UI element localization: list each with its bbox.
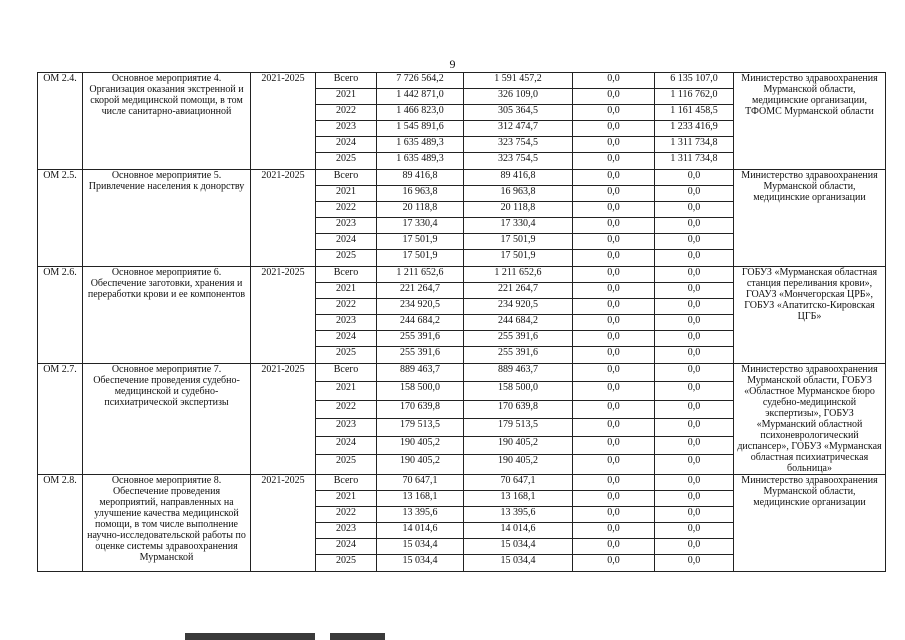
year-cell: Всего bbox=[316, 170, 377, 186]
total-cell: 89 416,8 bbox=[377, 170, 464, 186]
total-cell: 15 034,4 bbox=[377, 555, 464, 572]
federal-cell: 0,0 bbox=[573, 202, 655, 218]
other-sources-cell: 0,0 bbox=[655, 347, 734, 364]
year-cell: 2025 bbox=[316, 347, 377, 364]
federal-cell: 0,0 bbox=[573, 299, 655, 315]
year-cell: 2023 bbox=[316, 218, 377, 234]
other-sources-cell: 0,0 bbox=[655, 364, 734, 382]
other-sources-cell: 0,0 bbox=[655, 418, 734, 436]
year-cell: 2021 bbox=[316, 89, 377, 105]
other-sources-cell: 0,0 bbox=[655, 331, 734, 347]
measure-code: ОМ 2.8. bbox=[38, 475, 83, 572]
total-cell: 20 118,8 bbox=[377, 202, 464, 218]
federal-cell: 0,0 bbox=[573, 283, 655, 299]
budget-cell: 14 014,6 bbox=[464, 523, 573, 539]
measure-code: ОМ 2.5. bbox=[38, 170, 83, 267]
other-sources-cell: 0,0 bbox=[655, 267, 734, 283]
total-cell: 889 463,7 bbox=[377, 364, 464, 382]
budget-cell: 1 591 457,2 bbox=[464, 73, 573, 89]
table-row bbox=[38, 170, 886, 186]
federal-cell: 0,0 bbox=[573, 507, 655, 523]
year-cell: Всего bbox=[316, 475, 377, 491]
responsible-executor: ГОБУЗ «Мурманская областная станция переливания крови», ГОАУЗ «Мончегорская ЦРБ», ГОБУЗ «Апатитско-Кировская ЦГБ» bbox=[734, 267, 886, 364]
other-sources-cell: 0,0 bbox=[655, 299, 734, 315]
budget-cell: 89 416,8 bbox=[464, 170, 573, 186]
federal-cell: 0,0 bbox=[573, 170, 655, 186]
total-cell: 255 391,6 bbox=[377, 347, 464, 364]
federal-cell: 0,0 bbox=[573, 400, 655, 418]
budget-cell: 312 474,7 bbox=[464, 121, 573, 137]
other-sources-cell: 0,0 bbox=[655, 539, 734, 555]
federal-cell: 0,0 bbox=[573, 382, 655, 400]
federal-cell: 0,0 bbox=[573, 234, 655, 250]
responsible-executor: Министерство здравоохранения Мурманской области, медицинские организации bbox=[734, 170, 886, 267]
budget-cell: 158 500,0 bbox=[464, 382, 573, 400]
federal-cell: 0,0 bbox=[573, 250, 655, 267]
other-sources-cell: 1 311 734,8 bbox=[655, 153, 734, 170]
other-sources-cell: 0,0 bbox=[655, 382, 734, 400]
federal-cell: 0,0 bbox=[573, 315, 655, 331]
measure-period: 2021-2025 bbox=[251, 364, 316, 475]
year-cell: 2023 bbox=[316, 121, 377, 137]
year-cell: 2021 bbox=[316, 283, 377, 299]
other-sources-cell: 0,0 bbox=[655, 315, 734, 331]
other-sources-cell: 0,0 bbox=[655, 507, 734, 523]
measure-period: 2021-2025 bbox=[251, 475, 316, 572]
budget-cell: 326 109,0 bbox=[464, 89, 573, 105]
responsible-executor: Министерство здравоохранения Мурманской области, медицинские организации, ТФОМС Мурманской области bbox=[734, 73, 886, 170]
budget-cell: 13 168,1 bbox=[464, 491, 573, 507]
total-cell: 14 014,6 bbox=[377, 523, 464, 539]
other-sources-cell: 1 116 762,0 bbox=[655, 89, 734, 105]
table-row bbox=[38, 73, 886, 89]
year-cell: 2024 bbox=[316, 331, 377, 347]
other-sources-cell: 0,0 bbox=[655, 455, 734, 475]
budget-cell: 170 639,8 bbox=[464, 400, 573, 418]
federal-cell: 0,0 bbox=[573, 523, 655, 539]
federal-cell: 0,0 bbox=[573, 491, 655, 507]
year-cell: 2023 bbox=[316, 418, 377, 436]
budget-cell: 221 264,7 bbox=[464, 283, 573, 299]
budget-cell: 1 211 652,6 bbox=[464, 267, 573, 283]
year-cell: 2022 bbox=[316, 507, 377, 523]
federal-cell: 0,0 bbox=[573, 267, 655, 283]
year-cell: 2025 bbox=[316, 250, 377, 267]
federal-cell: 0,0 bbox=[573, 555, 655, 572]
total-cell: 170 639,8 bbox=[377, 400, 464, 418]
total-cell: 1 635 489,3 bbox=[377, 137, 464, 153]
year-cell: 2022 bbox=[316, 299, 377, 315]
year-cell: 2023 bbox=[316, 315, 377, 331]
budget-cell: 255 391,6 bbox=[464, 331, 573, 347]
table-row bbox=[38, 475, 886, 491]
year-cell: 2025 bbox=[316, 455, 377, 475]
year-cell: Всего bbox=[316, 267, 377, 283]
responsible-executor: Министерство здравоохранения Мурманской области, медицинские организации bbox=[734, 475, 886, 572]
other-sources-cell: 0,0 bbox=[655, 475, 734, 491]
other-sources-cell: 0,0 bbox=[655, 218, 734, 234]
budget-cell: 190 405,2 bbox=[464, 455, 573, 475]
other-sources-cell: 0,0 bbox=[655, 202, 734, 218]
year-cell: 2024 bbox=[316, 539, 377, 555]
page-number: 9 bbox=[449, 57, 456, 71]
other-sources-cell: 1 233 416,9 bbox=[655, 121, 734, 137]
budget-cell: 70 647,1 bbox=[464, 475, 573, 491]
budget-cell: 15 034,4 bbox=[464, 539, 573, 555]
measure-title: Основное мероприятие 4. Организация оказания экстренной и скорой медицинской помощи, в том числе санитарно-авиационной bbox=[83, 73, 251, 170]
year-cell: Всего bbox=[316, 364, 377, 382]
budget-cell: 15 034,4 bbox=[464, 555, 573, 572]
measure-period: 2021-2025 bbox=[251, 170, 316, 267]
budget-cell: 305 364,5 bbox=[464, 105, 573, 121]
total-cell: 1 211 652,6 bbox=[377, 267, 464, 283]
budget-cell: 16 963,8 bbox=[464, 186, 573, 202]
other-sources-cell: 0,0 bbox=[655, 523, 734, 539]
other-sources-cell: 0,0 bbox=[655, 400, 734, 418]
total-cell: 179 513,5 bbox=[377, 418, 464, 436]
measure-code: ОМ 2.6. bbox=[38, 267, 83, 364]
budget-cell: 17 330,4 bbox=[464, 218, 573, 234]
total-cell: 16 963,8 bbox=[377, 186, 464, 202]
budget-cell: 13 395,6 bbox=[464, 507, 573, 523]
total-cell: 158 500,0 bbox=[377, 382, 464, 400]
federal-cell: 0,0 bbox=[573, 455, 655, 475]
federal-cell: 0,0 bbox=[573, 475, 655, 491]
year-cell: 2022 bbox=[316, 202, 377, 218]
budget-cell: 255 391,6 bbox=[464, 347, 573, 364]
budget-cell: 323 754,5 bbox=[464, 137, 573, 153]
measure-title: Основное мероприятие 7. Обеспечение проведения судебно-медицинской и судебно-психиатрической экспертизы bbox=[83, 364, 251, 475]
other-sources-cell: 0,0 bbox=[655, 437, 734, 455]
budget-cell: 234 920,5 bbox=[464, 299, 573, 315]
total-cell: 13 395,6 bbox=[377, 507, 464, 523]
year-cell: 2021 bbox=[316, 186, 377, 202]
federal-cell: 0,0 bbox=[573, 347, 655, 364]
total-cell: 244 684,2 bbox=[377, 315, 464, 331]
table-row bbox=[38, 364, 886, 382]
other-sources-cell: 0,0 bbox=[655, 250, 734, 267]
other-sources-cell: 1 161 458,5 bbox=[655, 105, 734, 121]
year-cell: 2024 bbox=[316, 437, 377, 455]
year-cell: 2025 bbox=[316, 153, 377, 170]
year-cell: 2024 bbox=[316, 234, 377, 250]
budget-cell: 17 501,9 bbox=[464, 250, 573, 267]
measure-title: Основное мероприятие 8. Обеспечение проведения мероприятий, направленных на улучшение качества медицинской помощи, в том числе выполнение научно-исследовательской работы по оценке системы здравоохранения Мурманской bbox=[83, 475, 251, 572]
budget-cell: 17 501,9 bbox=[464, 234, 573, 250]
year-cell: 2023 bbox=[316, 523, 377, 539]
federal-cell: 0,0 bbox=[573, 437, 655, 455]
other-sources-cell: 0,0 bbox=[655, 555, 734, 572]
federal-cell: 0,0 bbox=[573, 418, 655, 436]
federal-cell: 0,0 bbox=[573, 89, 655, 105]
year-cell: 2021 bbox=[316, 382, 377, 400]
year-cell: 2024 bbox=[316, 137, 377, 153]
total-cell: 255 391,6 bbox=[377, 331, 464, 347]
federal-cell: 0,0 bbox=[573, 331, 655, 347]
other-sources-cell: 1 311 734,8 bbox=[655, 137, 734, 153]
total-cell: 15 034,4 bbox=[377, 539, 464, 555]
measure-code: ОМ 2.7. bbox=[38, 364, 83, 475]
budget-cell: 20 118,8 bbox=[464, 202, 573, 218]
year-cell: 2022 bbox=[316, 400, 377, 418]
measure-code: ОМ 2.4. bbox=[38, 73, 83, 170]
total-cell: 190 405,2 bbox=[377, 455, 464, 475]
total-cell: 70 647,1 bbox=[377, 475, 464, 491]
measure-title: Основное мероприятие 6. Обеспечение заготовки, хранения и переработки крови и ее компонентов bbox=[83, 267, 251, 364]
table-row bbox=[38, 267, 886, 283]
year-cell: 2025 bbox=[316, 555, 377, 572]
federal-cell: 0,0 bbox=[573, 105, 655, 121]
total-cell: 13 168,1 bbox=[377, 491, 464, 507]
federal-cell: 0,0 bbox=[573, 73, 655, 89]
total-cell: 1 442 871,0 bbox=[377, 89, 464, 105]
other-sources-cell: 0,0 bbox=[655, 170, 734, 186]
measure-period: 2021-2025 bbox=[251, 267, 316, 364]
measure-title: Основное мероприятие 5. Привлечение населения к донорству bbox=[83, 170, 251, 267]
other-sources-cell: 0,0 bbox=[655, 283, 734, 299]
year-cell: Всего bbox=[316, 73, 377, 89]
total-cell: 1 545 891,6 bbox=[377, 121, 464, 137]
total-cell: 1 635 489,3 bbox=[377, 153, 464, 170]
total-cell: 221 264,7 bbox=[377, 283, 464, 299]
total-cell: 234 920,5 bbox=[377, 299, 464, 315]
budget-cell: 190 405,2 bbox=[464, 437, 573, 455]
responsible-executor: Министерство здравоохранения Мурманской области, ГОБУЗ «Областное Мурманское бюро судебно-медицинской экспертизы», ГОБУЗ «Мурманский областной психоневрологический диспансер», ГОБУЗ «Мурманская областная психиатрическая больница» bbox=[734, 364, 886, 475]
total-cell: 1 466 823,0 bbox=[377, 105, 464, 121]
total-cell: 190 405,2 bbox=[377, 437, 464, 455]
federal-cell: 0,0 bbox=[573, 539, 655, 555]
year-cell: 2021 bbox=[316, 491, 377, 507]
total-cell: 17 330,4 bbox=[377, 218, 464, 234]
federal-cell: 0,0 bbox=[573, 218, 655, 234]
federal-cell: 0,0 bbox=[573, 153, 655, 170]
budget-cell: 323 754,5 bbox=[464, 153, 573, 170]
budget-cell: 889 463,7 bbox=[464, 364, 573, 382]
federal-cell: 0,0 bbox=[573, 121, 655, 137]
year-cell: 2022 bbox=[316, 105, 377, 121]
cropped-text-fragment bbox=[185, 633, 315, 640]
federal-cell: 0,0 bbox=[573, 137, 655, 153]
other-sources-cell: 0,0 bbox=[655, 491, 734, 507]
federal-cell: 0,0 bbox=[573, 364, 655, 382]
budget-cell: 179 513,5 bbox=[464, 418, 573, 436]
budget-cell: 244 684,2 bbox=[464, 315, 573, 331]
other-sources-cell: 0,0 bbox=[655, 186, 734, 202]
budget-table bbox=[37, 72, 886, 572]
other-sources-cell: 0,0 bbox=[655, 234, 734, 250]
total-cell: 17 501,9 bbox=[377, 234, 464, 250]
other-sources-cell: 6 135 107,0 bbox=[655, 73, 734, 89]
federal-cell: 0,0 bbox=[573, 186, 655, 202]
measure-period: 2021-2025 bbox=[251, 73, 316, 170]
total-cell: 7 726 564,2 bbox=[377, 73, 464, 89]
total-cell: 17 501,9 bbox=[377, 250, 464, 267]
cropped-text-fragment bbox=[330, 633, 385, 640]
